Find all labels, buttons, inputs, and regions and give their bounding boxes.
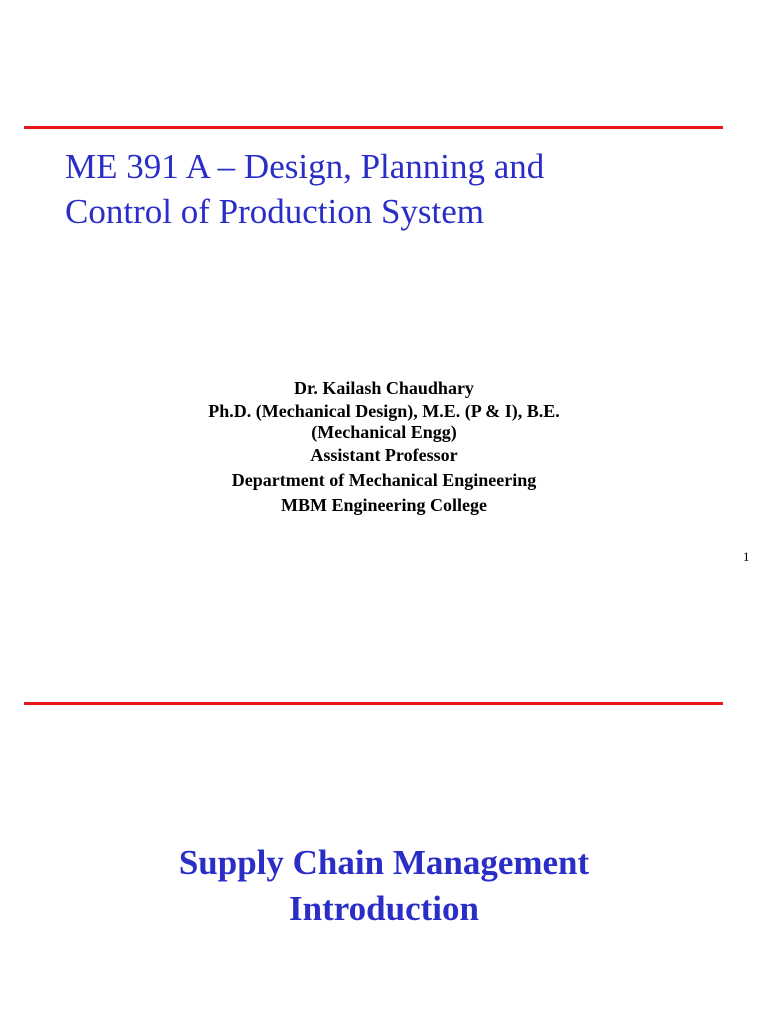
top-divider-line [24,126,723,129]
author-institution: MBM Engineering College [281,495,487,515]
slide-2 [0,576,768,1024]
section-title [84,840,684,932]
course-title-line-1: ME 391 A – Design, Planning and [65,147,545,186]
author-qualifications-line-1: Ph.D. (Mechanical Design), M.E. (P & I), B.E. [208,401,560,421]
course-title [65,144,725,234]
author-qualifications-line-2: (Mechanical Engg) [311,422,457,442]
author-department: Department of Mechanical Engineering [231,470,537,490]
author-name: Dr. Kailash Chaudhary [294,378,474,398]
section-title-line-2: Introduction [289,889,479,928]
section-title-line-1: Supply Chain Management [178,843,590,882]
author-info [84,376,684,518]
top-divider-line [24,702,723,705]
author-position: Assistant Professor [310,445,458,465]
course-title-line-2: Control of Production System [65,192,485,231]
page-number: 1 [743,549,750,564]
